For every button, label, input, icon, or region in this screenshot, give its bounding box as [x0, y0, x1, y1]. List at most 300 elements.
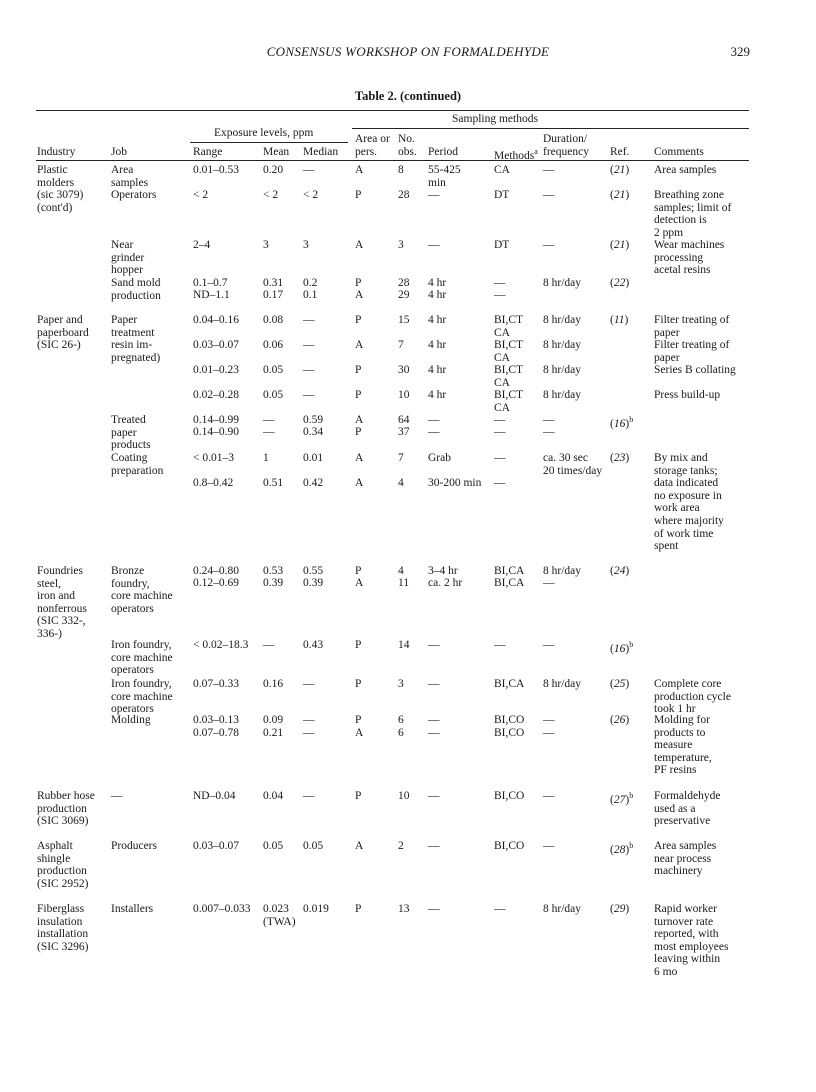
cell-mean: — — [263, 426, 275, 438]
cell-mean: 0.08 — [263, 314, 284, 326]
cell-comments: production cycle — [654, 690, 731, 703]
cell-duration: — — [543, 727, 555, 739]
ref-number: 28 — [613, 843, 626, 856]
cell-area: P — [355, 364, 362, 376]
cell-comments: data indicated — [654, 477, 719, 490]
cell-nobs: 6 — [398, 714, 404, 726]
cell-range: 0.14–0.99 — [193, 414, 239, 426]
cell-job: production — [111, 289, 161, 302]
cell-range: ND–1.1 — [193, 289, 230, 301]
cell-comments: Press build-up — [654, 389, 721, 401]
cell-median: 3 — [303, 239, 309, 251]
cell-area: P — [355, 426, 362, 438]
cell-mean: 0.39 — [263, 577, 284, 589]
cell-duration: 8 hr/day — [543, 277, 582, 289]
cell-median: 0.1 — [303, 289, 318, 301]
cell-ref: $(27)^b$ — [610, 791, 634, 806]
cell-duration: 8 hr/day — [543, 565, 582, 577]
cell-nobs: 28 — [398, 277, 410, 289]
cell-duration: 8 hr/day — [543, 339, 582, 351]
cell-duration: — — [543, 714, 555, 726]
cell-area: A — [355, 727, 364, 739]
cell-comments: Breathing zone — [654, 189, 724, 201]
cell-comments: machinery — [654, 865, 703, 878]
cell-duration: — — [543, 840, 555, 852]
cell-area: P — [355, 565, 362, 577]
industry-asphalt-line: shingle — [37, 852, 71, 865]
industry-asphalt-line: (SIC 2952) — [37, 877, 89, 890]
cell-period: — — [428, 426, 440, 438]
cell-comments: acetal resins — [654, 264, 711, 277]
col-nobs-line1: No. — [398, 133, 415, 145]
col-nobs-line2: obs. — [398, 146, 417, 158]
col-duration-line2: frequency — [543, 146, 589, 158]
ref-footnote: b — [629, 841, 634, 850]
cell-range: 0.1–0.7 — [193, 277, 228, 289]
cell-ref: $(16)^b$ — [610, 415, 634, 430]
cell-median: — — [303, 678, 315, 690]
cell-duration: — — [543, 790, 555, 802]
cell-comments: measure — [654, 739, 693, 752]
industry-rubber-line: (SIC 3069) — [37, 815, 89, 828]
col-mean: Mean — [263, 146, 290, 158]
exposure-group-header: Exposure levels, ppm — [214, 127, 314, 139]
cell-methods: CA — [494, 376, 510, 389]
cell-comments: near process — [654, 852, 712, 865]
cell-methods: CA — [494, 351, 510, 364]
col-area-line1: Area or — [355, 133, 390, 145]
cell-area: P — [355, 189, 362, 201]
cell-range: 0.24–0.80 — [193, 565, 239, 577]
cell-mean: 0.023 — [263, 903, 289, 915]
cell-job: grinder — [111, 251, 145, 264]
cell-job: Producers — [111, 840, 157, 852]
ref-number: 21 — [613, 164, 626, 176]
cell-comments: Molding for — [654, 714, 710, 726]
cell-median: 0.05 — [303, 840, 324, 852]
cell-mean: 1 — [263, 452, 269, 464]
cell-duration: — — [543, 414, 555, 426]
cell-mean: 0.21 — [263, 727, 284, 739]
cell-methods: BI,CA — [494, 577, 525, 589]
cell-comments: Filter treating of — [654, 339, 730, 351]
col-methods-footnote: a — [534, 147, 538, 156]
cell-mean: 0.51 — [263, 477, 284, 489]
cell-nobs: 6 — [398, 727, 404, 739]
cell-nobs: 10 — [398, 389, 410, 401]
ref-number: 27 — [613, 793, 626, 806]
cell-job: operators — [111, 602, 154, 615]
cell-period: 55-425 — [428, 164, 461, 176]
cell-area: P — [355, 314, 362, 326]
cell-comments: processing — [654, 251, 704, 264]
cell-job: Installers — [111, 903, 154, 915]
cell-job: Area — [111, 164, 134, 176]
cell-methods: — — [494, 426, 506, 438]
cell-ref: (26) — [610, 714, 630, 726]
cell-duration: — — [543, 189, 555, 201]
cell-nobs: 3 — [398, 678, 404, 690]
cell-job: operators — [111, 703, 154, 716]
cell-range: 0.03–0.07 — [193, 339, 239, 351]
cell-comments: temperature, — [654, 751, 712, 764]
cell-median: 0.43 — [303, 639, 324, 651]
cell-median: — — [303, 389, 315, 401]
cell-job: treatment — [111, 326, 155, 339]
cell-range: 0.03–0.13 — [193, 714, 239, 726]
cell-area: P — [355, 678, 362, 690]
cell-median: 0.34 — [303, 426, 324, 438]
col-area-line2: pers. — [355, 146, 378, 158]
cell-period: — — [428, 903, 440, 915]
cell-area: A — [355, 452, 364, 464]
industry-plastic-line: Plastic — [37, 164, 68, 176]
cell-range: 0.007–0.033 — [193, 903, 251, 915]
cell-ref: $(28)^b$ — [610, 841, 634, 856]
cell-comments: detection is — [654, 214, 707, 227]
cell-ref: (25) — [610, 678, 630, 690]
industry-foundries-line: steel, — [37, 577, 61, 590]
cell-mean: 0.06 — [263, 339, 284, 351]
industry-asphalt-line: production — [37, 865, 87, 878]
cell-comments: Formaldehyde — [654, 790, 721, 802]
cell-duration: — — [543, 577, 555, 589]
ref-number: 16 — [613, 417, 626, 430]
ref-footnote: b — [629, 640, 634, 649]
cell-methods: DT — [494, 239, 510, 251]
cell-area: P — [355, 639, 362, 651]
cell-period: min — [428, 176, 446, 189]
cell-methods: CA — [494, 401, 510, 414]
cell-methods: DT — [494, 189, 510, 201]
cell-mean: 0.31 — [263, 277, 284, 289]
cell-median: 0.019 — [303, 903, 329, 915]
cell-job: operators — [111, 664, 154, 677]
industry-fiberglass-line: Fiberglass — [37, 903, 85, 915]
col-comments: Comments — [654, 146, 704, 158]
cell-mean: 0.05 — [263, 840, 284, 852]
cell-area: P — [355, 790, 362, 802]
cell-job: products — [111, 439, 151, 452]
cell-range: 0.8–0.42 — [193, 477, 234, 489]
cell-median: 0.2 — [303, 277, 318, 289]
industry-plastic-line: (cont'd) — [37, 201, 73, 214]
col-job: Job — [111, 146, 127, 158]
cell-comments: work area — [654, 502, 700, 515]
cell-median: 0.55 — [303, 565, 324, 577]
cell-duration: — — [543, 639, 555, 651]
ref-number: 23 — [613, 452, 626, 464]
cell-comments: 6 mo — [654, 966, 678, 978]
cell-methods: — — [494, 289, 506, 301]
cell-period: — — [428, 714, 440, 726]
cell-methods: BI,CO — [494, 727, 525, 739]
cell-job: core machine — [111, 651, 173, 664]
cell-comments: samples; limit of — [654, 201, 732, 214]
ref-number: 16 — [613, 642, 626, 655]
cell-methods: BI,CO — [494, 840, 525, 852]
ref-footnote: b — [629, 415, 634, 424]
cell-comments: preservative — [654, 815, 711, 828]
cell-mean: 0.20 — [263, 164, 284, 176]
cell-period: 3–4 hr — [428, 565, 458, 577]
cell-mean: — — [263, 414, 275, 426]
cell-nobs: 30 — [398, 364, 410, 376]
industry-foundries-line: 336-) — [37, 628, 62, 640]
cell-median: — — [303, 339, 315, 351]
cell-methods: — — [494, 903, 506, 915]
col-industry: Industry — [37, 146, 76, 158]
cell-comments: most employees — [654, 940, 729, 953]
cell-duration: 8 hr/day — [543, 364, 582, 376]
industry-plastic-line: molders — [37, 176, 75, 189]
cell-methods: CA — [494, 326, 510, 339]
ref-number: 26 — [613, 714, 626, 726]
cell-mean: 0.05 — [263, 364, 284, 376]
cell-range: 0.07–0.33 — [193, 678, 239, 690]
cell-comments: paper — [654, 326, 680, 339]
cell-duration: 8 hr/day — [543, 314, 582, 326]
cell-period: — — [428, 189, 440, 201]
cell-mean: 0.16 — [263, 678, 284, 690]
cell-job: Bronze — [111, 565, 145, 577]
cell-methods: BI,CO — [494, 714, 525, 726]
cell-mean: 0.09 — [263, 714, 284, 726]
cell-mean: 0.53 — [263, 565, 284, 577]
cell-job: Operators — [111, 189, 157, 201]
cell-period: 4 hr — [428, 277, 447, 289]
cell-duration: 8 hr/day — [543, 389, 582, 401]
cell-job: hopper — [111, 264, 143, 277]
header-bottom-rule — [36, 160, 749, 161]
cell-range: 0.07–0.78 — [193, 727, 239, 739]
cell-job: Sand mold — [111, 277, 161, 289]
cell-methods: BI,CT — [494, 314, 524, 326]
cell-job: Paper — [111, 314, 138, 326]
cell-comments: Area samples — [654, 840, 717, 852]
cell-median: 0.39 — [303, 577, 324, 589]
cell-nobs: 4 — [398, 477, 404, 489]
cell-period: — — [428, 790, 440, 802]
cell-job: core machine — [111, 590, 173, 603]
cell-period: 30-200 min — [428, 477, 482, 489]
cell-comments: took 1 hr — [654, 703, 696, 716]
cell-nobs: 7 — [398, 339, 404, 351]
cell-mean: — — [263, 639, 275, 651]
industry-paper-line: paperboard — [37, 326, 89, 339]
cell-methods: BI,CT — [494, 389, 524, 401]
col-period: Period — [428, 146, 459, 158]
cell-job: Iron foundry, — [111, 639, 172, 651]
cell-nobs: 37 — [398, 426, 410, 438]
cell-job: Molding — [111, 714, 151, 726]
industry-foundries-line: (SIC 332-, — [37, 615, 86, 628]
industry-rubber-line: production — [37, 802, 87, 815]
cell-comments: leaving within — [654, 953, 721, 966]
cell-mean: < 2 — [263, 189, 279, 201]
cell-methods: — — [494, 414, 506, 426]
cell-ref: (29) — [610, 903, 630, 915]
cell-median: 0.01 — [303, 452, 324, 464]
cell-mean: 0.17 — [263, 289, 284, 301]
cell-comments: where majority — [654, 515, 724, 527]
cell-area: P — [355, 389, 362, 401]
cell-range: < 0.01–3 — [193, 452, 234, 464]
cell-comments: no exposure in — [654, 489, 722, 502]
cell-range: ND–0.04 — [193, 790, 236, 802]
col-range: Range — [193, 146, 223, 158]
col-methods-label: Methods — [494, 149, 535, 162]
cell-ref: (21) — [610, 164, 630, 176]
ref-number: 29 — [613, 903, 626, 915]
cell-job: preparation — [111, 464, 164, 477]
cell-job: — — [111, 790, 123, 802]
cell-area: P — [355, 903, 362, 915]
cell-comments: 2 ppm — [654, 226, 684, 239]
cell-comments: Rapid worker — [654, 903, 717, 915]
cell-methods: BI,CT — [494, 339, 524, 351]
sampling-group-header: Sampling methods — [452, 113, 538, 125]
cell-period: 4 hr — [428, 389, 447, 401]
cell-job: foundry, — [111, 577, 150, 590]
cell-range: 0.14–0.90 — [193, 426, 239, 438]
cell-period: 4 hr — [428, 339, 447, 351]
cell-comments: storage tanks; — [654, 464, 718, 477]
cell-comments: used as a — [654, 802, 696, 815]
cell-range: 0.01–0.23 — [193, 364, 239, 376]
cell-job: Treated — [111, 414, 146, 426]
ref-number: 25 — [613, 678, 626, 690]
cell-period: 4 hr — [428, 314, 447, 326]
cell-nobs: 7 — [398, 452, 404, 464]
cell-job: resin im- — [111, 339, 153, 352]
cell-range: 0.02–0.28 — [193, 389, 239, 401]
cell-duration: — — [543, 239, 555, 251]
sampling-group-rule — [352, 128, 749, 129]
cell-nobs: 8 — [398, 164, 404, 176]
cell-median: — — [303, 314, 315, 326]
cell-area: A — [355, 164, 364, 176]
cell-comments: of work time — [654, 527, 714, 540]
cell-comments: paper — [654, 351, 680, 364]
cell-period: — — [428, 414, 440, 426]
cell-period: — — [428, 239, 440, 251]
cell-median: — — [303, 714, 315, 726]
cell-comments: Filter treating of — [654, 314, 730, 326]
cell-median: 0.59 — [303, 414, 324, 426]
cell-ref: (21) — [610, 239, 630, 251]
cell-duration: 20 times/day — [543, 464, 603, 477]
cell-range: 0.12–0.69 — [193, 577, 239, 589]
exposure-group-rule — [190, 142, 348, 143]
industry-fiberglass-line: insulation — [37, 915, 83, 928]
cell-ref: (22) — [610, 277, 630, 289]
cell-nobs: 3 — [398, 239, 404, 251]
cell-median: — — [303, 164, 315, 176]
cell-duration: ca. 30 sec — [543, 452, 589, 464]
cell-methods: — — [494, 477, 506, 489]
cell-period: — — [428, 727, 440, 739]
cell-methods: — — [494, 452, 506, 464]
cell-job: Coating — [111, 452, 148, 464]
industry-rubber-line: Rubber hose — [37, 790, 95, 802]
cell-ref: (21) — [610, 189, 630, 201]
cell-ref: $(16)^b$ — [610, 640, 634, 655]
industry-fiberglass-line: (SIC 3296) — [37, 940, 89, 953]
cell-area: A — [355, 289, 364, 301]
cell-range: 0.03–0.07 — [193, 840, 239, 852]
col-median: Median — [303, 146, 339, 158]
cell-area: P — [355, 277, 362, 289]
cell-comments: Series B collating — [654, 364, 736, 376]
cell-median: 0.42 — [303, 477, 324, 489]
cell-duration: — — [543, 426, 555, 438]
cell-median: — — [303, 364, 315, 376]
cell-duration: 8 hr/day — [543, 903, 582, 915]
cell-nobs: 11 — [398, 577, 410, 589]
cell-methods: — — [494, 277, 506, 289]
cell-methods: BI,CA — [494, 565, 525, 577]
industry-foundries-line: iron and — [37, 590, 76, 603]
cell-median: — — [303, 790, 315, 802]
cell-area: A — [355, 840, 364, 852]
cell-range: 0.01–0.53 — [193, 164, 239, 176]
cell-mean: (TWA) — [263, 915, 296, 928]
cell-job: Iron foundry, — [111, 678, 172, 690]
cell-area: A — [355, 414, 364, 426]
col-methods — [494, 146, 538, 162]
cell-job: samples — [111, 176, 149, 189]
cell-range: 0.04–0.16 — [193, 314, 239, 326]
cell-area: P — [355, 714, 362, 726]
cell-nobs: 14 — [398, 639, 410, 651]
cell-ref: (24) — [610, 565, 630, 577]
ref-number: 21 — [613, 239, 626, 251]
cell-nobs: 4 — [398, 565, 404, 577]
industry-foundries-line: Foundries — [37, 565, 83, 577]
ref-number: 24 — [613, 565, 626, 577]
cell-comments: PF resins — [654, 764, 697, 777]
cell-nobs: 15 — [398, 314, 410, 326]
cell-job: core machine — [111, 690, 173, 703]
cell-nobs: 10 — [398, 790, 410, 802]
cell-area: A — [355, 577, 364, 589]
cell-comments: spent — [654, 540, 679, 553]
cell-nobs: 2 — [398, 840, 404, 852]
cell-comments: reported, with — [654, 928, 719, 941]
cell-period: ca. 2 hr — [428, 577, 463, 589]
cell-methods: BI,CT — [494, 364, 524, 376]
cell-mean: 3 — [263, 239, 269, 251]
industry-fiberglass-line: installation — [37, 928, 89, 941]
ref-number: 21 — [613, 189, 626, 201]
cell-job: paper — [111, 426, 137, 439]
cell-area: A — [355, 239, 364, 251]
cell-comments: products to — [654, 726, 706, 739]
industry-paper-line: (SIC 26-) — [37, 339, 81, 352]
cell-comments: turnover rate — [654, 915, 714, 928]
cell-duration: 8 hr/day — [543, 678, 582, 690]
cell-period: 4 hr — [428, 289, 447, 301]
cell-methods: BI,CO — [494, 790, 525, 802]
cell-ref: (11) — [610, 314, 629, 326]
cell-duration: — — [543, 164, 555, 176]
cell-nobs: 29 — [398, 289, 410, 301]
cell-range: 2–4 — [193, 239, 211, 251]
cell-median: < 2 — [303, 189, 319, 201]
col-ref: Ref. — [610, 146, 630, 158]
table-caption: Table 2. (continued) — [354, 89, 462, 103]
